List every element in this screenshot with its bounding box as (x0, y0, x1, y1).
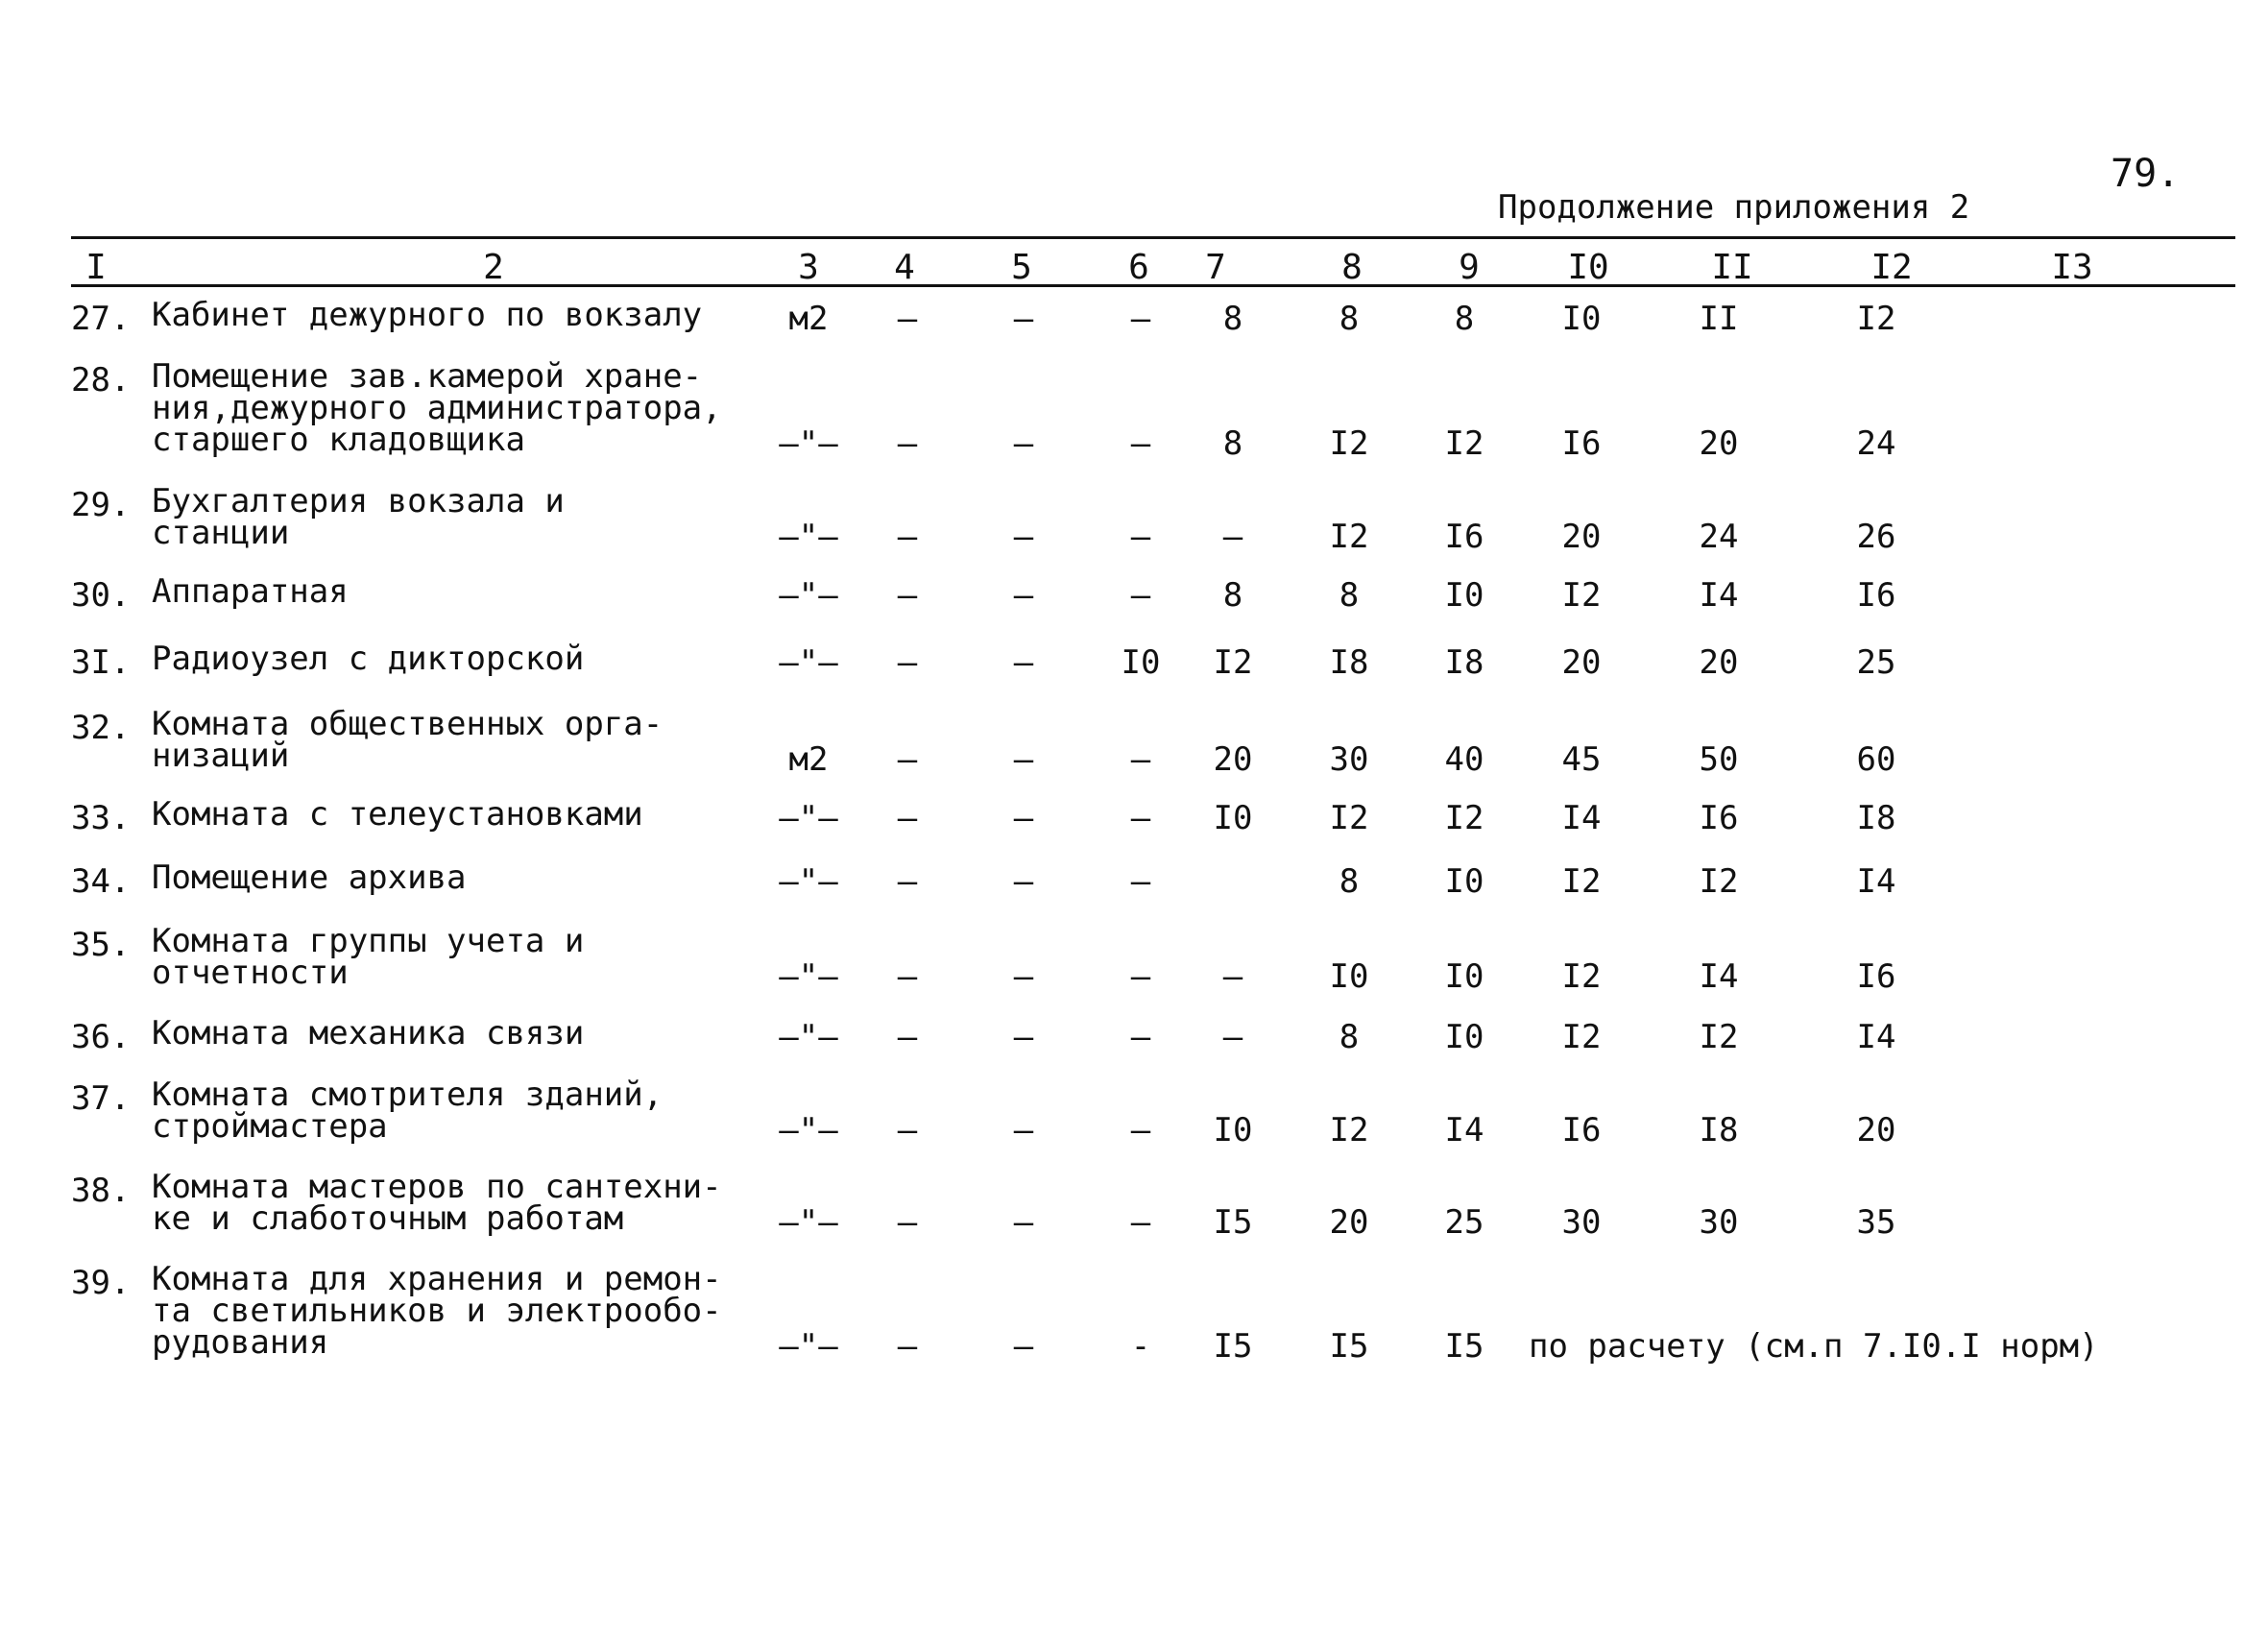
table-cell-col-6: – (1130, 862, 1151, 901)
table-cell-col-8: I2 (1329, 518, 1369, 556)
table-cell-col-4: – (897, 424, 918, 463)
table-cell-col-8: I8 (1329, 643, 1369, 682)
table-cell-col-5: – (1013, 1111, 1034, 1149)
table-cell-col-11: I2 (1699, 862, 1739, 901)
table-cell-col-10: I2 (1561, 576, 1602, 615)
table-cell-col-7: – (1222, 1018, 1243, 1056)
table-cell-col-11: I6 (1699, 799, 1739, 837)
table-cell-col-11: 30 (1699, 1203, 1739, 1242)
table-cell-col-9: I2 (1444, 799, 1484, 837)
table-cell-col-10: 45 (1561, 740, 1602, 779)
table-cell-col-6: – (1130, 799, 1151, 837)
table-cell-col-12: I8 (1856, 799, 1896, 837)
row-name: Комната общественных орга- низаций (152, 705, 664, 775)
row-number: 28. (71, 361, 131, 399)
table-cell-col-4: – (897, 740, 918, 779)
table-cell-col-7: I2 (1213, 643, 1253, 682)
column-header-10: I0 (1567, 248, 1609, 287)
row-name: Радиоузел с дикторской (152, 640, 585, 678)
table-cell-col-5: – (1013, 799, 1034, 837)
table-cell-col-7: 20 (1213, 740, 1253, 779)
table-cell-col-3: –"– (779, 643, 838, 682)
row-number: 34. (71, 862, 131, 901)
table-cell-col-5: – (1013, 1327, 1034, 1366)
row-name: Комната механика связи (152, 1014, 585, 1052)
table-cell-col-8: I0 (1329, 957, 1369, 996)
table-cell-col-5: – (1013, 862, 1034, 901)
column-header-11: II (1711, 248, 1753, 287)
table-cell-col-5: – (1013, 1018, 1034, 1056)
table-cell-col-9: I5 (1444, 1327, 1484, 1366)
table-cell-col-7: 8 (1222, 424, 1243, 463)
table-cell-col-3: –"– (779, 799, 838, 837)
table-cell-col-8: I2 (1329, 1111, 1369, 1149)
table-cell-col-12: I4 (1856, 862, 1896, 901)
table-cell-col-7: I0 (1213, 799, 1253, 837)
table-cell-col-10: 20 (1561, 518, 1602, 556)
table-cell-col-4: – (897, 1111, 918, 1149)
row-name: Помещение архива (152, 859, 467, 897)
table-cell-col-7: I5 (1213, 1203, 1253, 1242)
table-cell-col-7: 8 (1222, 300, 1243, 338)
table-cell-col-3: –"– (779, 862, 838, 901)
row-number: 3I. (71, 643, 131, 682)
table-cell-col-11: I2 (1699, 1018, 1739, 1056)
table-cell-col-12: 20 (1856, 1111, 1896, 1149)
row-name: Комната для хранения и ремон- та светильников и электрообо- рудования (152, 1260, 722, 1362)
table-cell-col-4: – (897, 799, 918, 837)
row-number: 33. (71, 799, 131, 837)
table-cell-col-3: м2 (788, 740, 829, 779)
table-cell-col-10: I2 (1561, 862, 1602, 901)
table-cell-col-11: 50 (1699, 740, 1739, 779)
table-cell-col-9: I4 (1444, 1111, 1484, 1149)
table-cell-col-8: 8 (1339, 576, 1360, 615)
table-cell-col-11: II (1699, 300, 1739, 338)
row-number: 38. (71, 1172, 131, 1210)
table-cell-col-7: I0 (1213, 1111, 1253, 1149)
row-number: 39. (71, 1264, 131, 1302)
table-cell-col-9: 40 (1444, 740, 1484, 779)
table-cell-col-5: – (1013, 957, 1034, 996)
table-cell-col-8: 20 (1329, 1203, 1369, 1242)
row-name: Комната группы учета и отчетности (152, 922, 585, 992)
table-cell-col-4: – (897, 957, 918, 996)
table-cell-col-3: –"– (779, 518, 838, 556)
table-cell-col-6: – (1130, 1203, 1151, 1242)
row-name: Бухгалтерия вокзала и станции (152, 482, 565, 552)
column-header-7: 7 (1205, 248, 1226, 287)
table-cell-col-4: – (897, 576, 918, 615)
table-cell-col-10: 30 (1561, 1203, 1602, 1242)
table-cell-col-10: 20 (1561, 643, 1602, 682)
table-cell-col-9: I0 (1444, 576, 1484, 615)
column-header-2: 2 (483, 248, 504, 287)
row-name: Комната мастеров по сантехни- ке и слаботочным работам (152, 1168, 722, 1238)
table-cell-col-9: I0 (1444, 957, 1484, 996)
column-header-4: 4 (894, 248, 915, 287)
table-cell-col-5: – (1013, 643, 1034, 682)
row-number: 35. (71, 926, 131, 964)
table-cell-col-10: I2 (1561, 957, 1602, 996)
table-cell-col-8: 8 (1339, 1018, 1360, 1056)
table-cell-col-7: I5 (1213, 1327, 1253, 1366)
table-cell-col-6: – (1130, 740, 1151, 779)
table-cell-col-9: I0 (1444, 862, 1484, 901)
table-cell-col-5: – (1013, 300, 1034, 338)
table-cell-col-6: I0 (1121, 643, 1161, 682)
table-cell-col-4: – (897, 518, 918, 556)
row-note: по расчету (см.п 7.I0.I норм) (1529, 1327, 2099, 1366)
table-cell-col-5: – (1013, 424, 1034, 463)
row-name: Помещение зав.камерой хране- ния,дежурного администратора, старшего кладовщика (152, 357, 722, 459)
row-name: Кабинет дежурного по вокзалу (152, 296, 703, 334)
table-cell-col-12: 24 (1856, 424, 1896, 463)
row-name: Аппаратная (152, 572, 349, 611)
table-cell-col-4: – (897, 862, 918, 901)
table-cell-col-11: I4 (1699, 957, 1739, 996)
table-cell-col-12: I2 (1856, 300, 1896, 338)
column-header-8: 8 (1341, 248, 1363, 287)
table-cell-col-10: I6 (1561, 424, 1602, 463)
table-cell-col-9: I8 (1444, 643, 1484, 682)
table-cell-col-4: – (897, 1203, 918, 1242)
table-cell-col-9: I2 (1444, 424, 1484, 463)
table-cell-col-12: I6 (1856, 957, 1896, 996)
table-cell-col-7: – (1222, 518, 1243, 556)
row-number: 32. (71, 709, 131, 747)
table-cell-col-6: – (1130, 576, 1151, 615)
table-cell-col-12: 25 (1856, 643, 1896, 682)
row-number: 27. (71, 300, 131, 338)
column-header-3: 3 (798, 248, 819, 287)
table-cell-col-9: I0 (1444, 1018, 1484, 1056)
table-cell-col-5: – (1013, 740, 1034, 779)
column-header-6: 6 (1128, 248, 1149, 287)
table-cell-col-3: –"– (779, 1327, 838, 1366)
table-cell-col-8: I2 (1329, 799, 1369, 837)
table-cell-col-11: 24 (1699, 518, 1739, 556)
row-name: Комната с телеустановками (152, 795, 643, 834)
table-cell-col-9: 25 (1444, 1203, 1484, 1242)
table-cell-col-3: –"– (779, 1018, 838, 1056)
table-cell-col-6: – (1130, 424, 1151, 463)
table-cell-col-5: – (1013, 518, 1034, 556)
column-header-1: I (85, 248, 107, 287)
table-cell-col-8: 8 (1339, 862, 1360, 901)
table-cell-col-3: –"– (779, 1111, 838, 1149)
column-header-13: I3 (2051, 248, 2093, 287)
table-cell-col-5: – (1013, 1203, 1034, 1242)
row-number: 36. (71, 1018, 131, 1056)
column-header-5: 5 (1011, 248, 1032, 287)
table-cell-col-8: 8 (1339, 300, 1360, 338)
table-cell-col-3: м2 (788, 300, 829, 338)
column-header-9: 9 (1459, 248, 1480, 287)
table-cell-col-6: – (1130, 1018, 1151, 1056)
table-cell-col-11: I8 (1699, 1111, 1739, 1149)
column-header-12: I2 (1870, 248, 1913, 287)
row-name: Комната смотрителя зданий, строймастера (152, 1076, 664, 1146)
table-top-rule (71, 236, 2235, 239)
table-cell-col-4: – (897, 1018, 918, 1056)
table-cell-col-6: - (1130, 1327, 1151, 1366)
table-cell-col-9: I6 (1444, 518, 1484, 556)
table-cell-col-7: 8 (1222, 576, 1243, 615)
row-number: 29. (71, 486, 131, 524)
table-cell-col-12: 60 (1856, 740, 1896, 779)
table-cell-col-12: I4 (1856, 1018, 1896, 1056)
table-cell-col-3: –"– (779, 957, 838, 996)
table-cell-col-10: I2 (1561, 1018, 1602, 1056)
table-cell-col-12: I6 (1856, 576, 1896, 615)
table-cell-col-10: I0 (1561, 300, 1602, 338)
table-cell-col-8: 30 (1329, 740, 1369, 779)
table-cell-col-6: – (1130, 518, 1151, 556)
table-cell-col-12: 35 (1856, 1203, 1896, 1242)
table-cell-col-4: – (897, 300, 918, 338)
table-cell-col-11: I4 (1699, 576, 1739, 615)
table-cell-col-8: I2 (1329, 424, 1369, 463)
table-cell-col-11: 20 (1699, 643, 1739, 682)
table-cell-col-8: I5 (1329, 1327, 1369, 1366)
table-cell-col-11: 20 (1699, 424, 1739, 463)
table-cell-col-3: –"– (779, 576, 838, 615)
table-cell-col-6: – (1130, 957, 1151, 996)
table-cell-col-4: – (897, 1327, 918, 1366)
continuation-caption: Продолжение приложения 2 (1498, 188, 1970, 227)
row-number: 37. (71, 1079, 131, 1118)
table-cell-col-6: – (1130, 300, 1151, 338)
table-cell-col-4: – (897, 643, 918, 682)
table-cell-col-3: –"– (779, 1203, 838, 1242)
table-cell-col-3: –"– (779, 424, 838, 463)
page-number: 79. (2111, 152, 2181, 196)
table-cell-col-6: – (1130, 1111, 1151, 1149)
table-cell-col-7: – (1222, 957, 1243, 996)
table-cell-col-9: 8 (1454, 300, 1475, 338)
row-number: 30. (71, 576, 131, 615)
table-cell-col-10: I6 (1561, 1111, 1602, 1149)
table-cell-col-12: 26 (1856, 518, 1896, 556)
table-cell-col-5: – (1013, 576, 1034, 615)
table-cell-col-10: I4 (1561, 799, 1602, 837)
